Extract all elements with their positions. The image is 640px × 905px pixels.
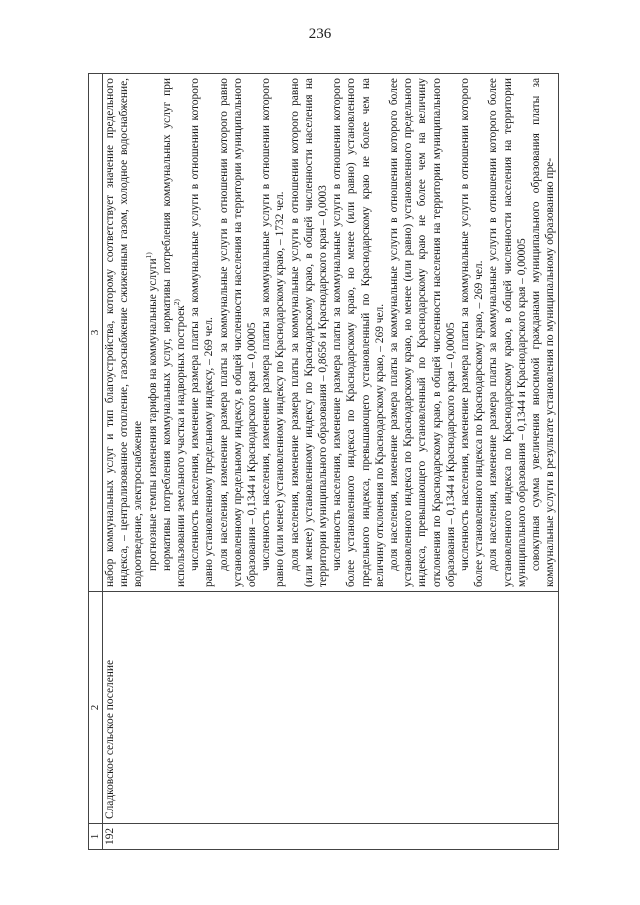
column-header-3: 3 — [89, 74, 103, 592]
paragraph — [259, 78, 287, 587]
paragraph-text: прогнозные темпы изменения тарифов на коммунальные услуги — [146, 258, 159, 571]
paragraph — [103, 78, 146, 587]
table-row — [103, 74, 559, 850]
paragraph-text: доля населения, изменение размера платы за коммунальные услуги в отношении которого более установленного индекса по Краснодарскому краю, в общей численности населения на территории муниципального образования – 0,1344 и Краснодарского края – 0,00005 — [487, 78, 528, 587]
data-table — [88, 73, 559, 850]
paragraph-text: доля населения, изменение размера платы за коммунальные услуги в отношении которого более установленного индекса по Краснодарскому краю, но менее (или равно) установленного предельного индекса, превышающего установленный по Краснодарскому краю не более чем на величину отклонения по Краснодарскому краю, в общей численности населения на территории муниципального образования – 0,1344 и Краснодарского края – 0,00005 — [388, 78, 457, 587]
paragraph-text: нормативы потребления коммунальных услуг, нормативы потребления коммунальных услуг при использовании земельного участка и надворных построек — [160, 78, 188, 587]
paragraph-text: численность населения, изменение размера платы за коммунальные услуги в отношении которого более установленного индекса по Краснодарскому краю, – 269 чел. — [459, 78, 486, 587]
paragraph-text: набор коммунальных услуг и тип благоустройства, которому соответствует значение предельного индекса, – централизованное отопление, газоснабжение сжиженным газом, холодное водоснабжение, водоотведение, электроснабжение — [104, 78, 145, 587]
paragraph-text: доля населения, изменение размера платы за коммунальные услуги в отношении которого равно (или менее) установленному индексу по Краснодарскому краю, в общей численности населения на территории муниципального образования – 0,8656 и Краснодарского края – 0,0003 — [288, 78, 330, 587]
paragraph-list — [103, 78, 558, 587]
rotated-table-container — [88, 74, 580, 850]
paragraph — [486, 78, 529, 587]
paragraph-text: численность населения, изменение размера платы за коммунальные услуги в отношении которого равно установленному предельному индексу, – 269 чел. — [189, 78, 216, 587]
paragraph — [160, 78, 188, 587]
paragraph-text: совокупная сумма увеличения вносимой гражданами муниципального образования платы за коммунальные услуги в результате установления по муниципальному образованию пре- — [530, 78, 557, 587]
indicator-description — [103, 74, 559, 592]
paragraph — [143, 78, 160, 587]
paragraph — [529, 78, 557, 587]
paragraph — [330, 78, 387, 587]
settlement-name: Сладковское сельское поселение — [103, 592, 559, 824]
paragraph — [188, 78, 216, 587]
row-number: 192 — [103, 824, 559, 850]
paragraph-text: доля населения, изменение размера платы за коммунальные услуги в отношении которого равно установленному предельному индексу, в общей численности населения на территории муниципального образования – 0,1344 и Краснодарского края – 0,00005 — [217, 78, 259, 587]
paragraph-text: численность населения, изменение размера платы за коммунальные услуги в отношении которого равно (или менее) установленному индексу по Краснодарскому краю, – 1732 чел. — [260, 78, 287, 587]
table-header-row — [89, 74, 103, 850]
page-number: 236 — [308, 26, 332, 42]
column-header-2: 2 — [89, 592, 103, 824]
column-header-1: 1 — [89, 824, 103, 850]
paragraph — [458, 78, 486, 587]
paragraph — [217, 78, 260, 587]
paragraph — [288, 78, 331, 587]
paragraph-text: численность населения, изменение размера платы за коммунальные услуги в отношении которого более установленного индекса по Краснодарскому краю, но менее (или равно) установленного предельного индекса, превышающего установленный по Краснодарскому краю не более чем на величину отклонения по Краснодарскому краю, – 269 чел. — [331, 78, 386, 587]
paragraph — [387, 78, 458, 587]
footnote-mark: 1) — [143, 252, 153, 259]
footnote-mark: 2) — [172, 299, 182, 306]
